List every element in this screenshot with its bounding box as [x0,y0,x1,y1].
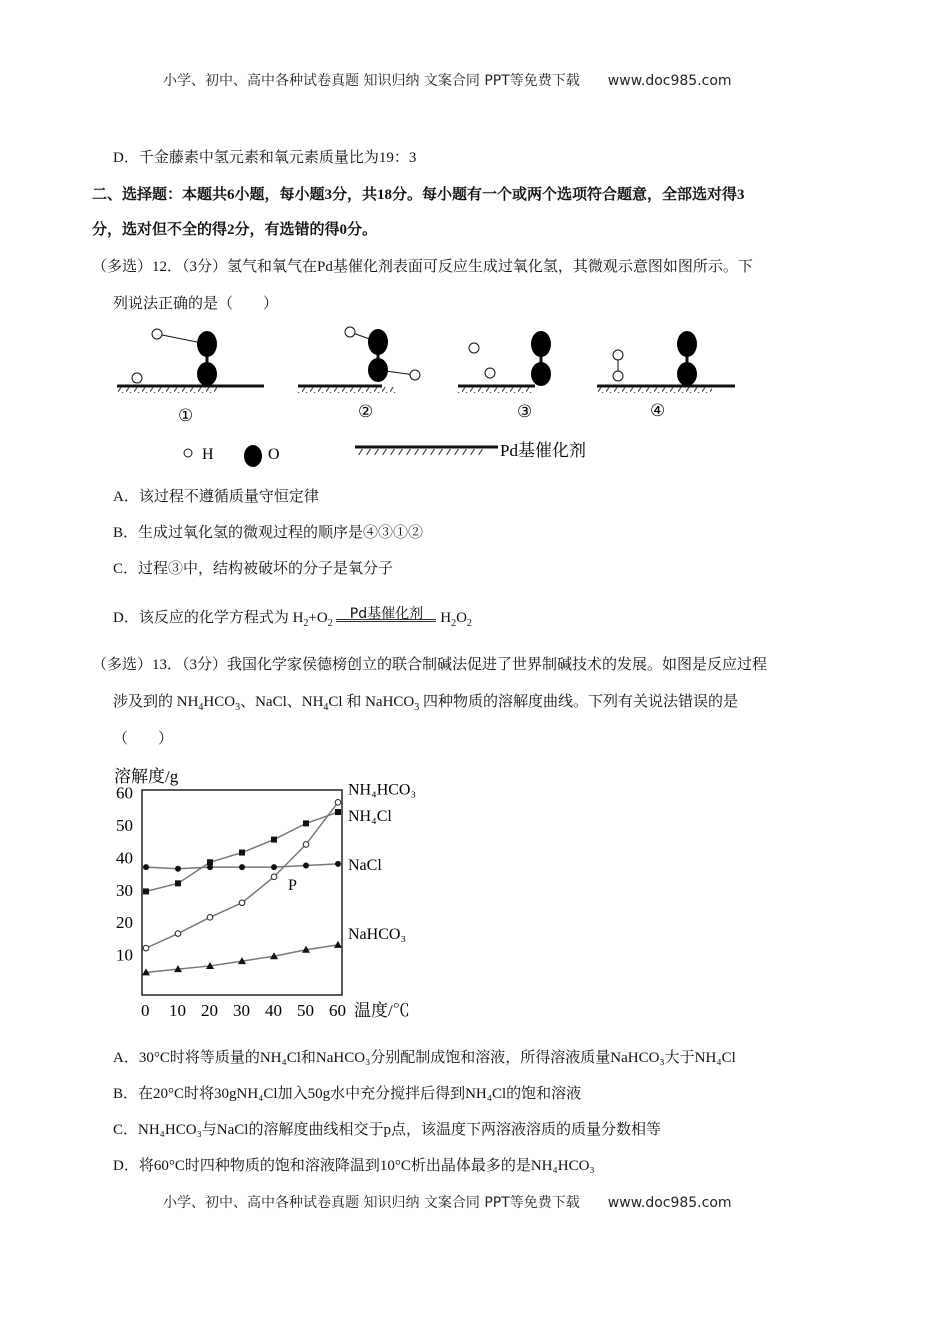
q11-option-d: D．千金藤素中氢元素和氧元素质量比为19：3 [113,150,417,166]
data-point [175,880,181,886]
footer-text: 小学、初中、高中各种试卷真题 知识归纳 文案合同 PPT等免费下载 [163,1195,580,1211]
x-tick-label: 50 [297,1001,314,1020]
data-point [303,820,309,826]
q13-option-c: C．NH₄HCO₃与NaCl的溶解度曲线相交于p点，该温度下两溶液溶质的质量分数相等 [113,1122,661,1138]
legend-label-NH4Cl: NH₄Cl [348,808,392,826]
solubility-chart [110,760,450,1030]
point-p-label: P [288,877,297,894]
data-point [335,809,341,815]
reaction-condition: Pd基催化剂 [349,606,424,622]
data-point [143,864,149,870]
data-point [143,888,149,894]
data-point [175,931,181,937]
data-point [303,863,309,869]
stage-4-label: ④ [650,401,666,420]
data-point [334,941,342,948]
data-point [271,864,277,870]
x-tick-label: 20 [201,1001,218,1020]
y-tick-label: 20 [116,913,133,933]
data-point [335,800,341,806]
page-header [163,70,732,90]
x-tick-label: 0 [141,1001,150,1020]
data-point [175,866,181,872]
q12-stem: （多选）12．（3分）氢气和氧气在Pd基催化剂表面可反应生成过氧化氢，其微观示意图如图所示。下 [92,259,753,275]
legend-h: H [202,446,214,463]
q13-option-a: A．30°C时将等质量的NH₄Cl和NaHCO₃分别配制成饱和溶液，所得溶液质量NaHCO₃大于NH₄Cl [113,1050,736,1066]
data-point [207,864,213,870]
option-d-text: D．该反应的化学方程式为 H [113,610,304,626]
legend-o: O [268,446,280,463]
q12-option-d: D．该反应的化学方程式为 $H_2+O_2$ Pd基催化剂 $H_2O_2$ [113,606,472,629]
data-point [271,874,277,880]
data-point [143,945,149,951]
y-tick-label: 40 [116,848,133,868]
data-point [271,837,277,843]
stage-1-label: ① [178,406,194,425]
header-url: www.doc985.com [607,73,732,89]
legend-label-NH4HCO3: NH₄HCO₃ [348,781,417,799]
data-point [239,900,245,906]
q12-stem-2: 列说法正确的是（ ） [113,296,279,312]
y-tick-label: 10 [116,945,133,965]
q13-stem-2: 涉及到的 $NH_4HCO_3$、NaCl、$NH_4Cl$ 和 NaHCO$_3$ 四种物质的溶解度曲线。下列有关说法错误的是 [113,694,739,713]
q12-option-c: C．过程③中，结构被破坏的分子是氧分子 [113,561,394,577]
x-tick-label: 30 [233,1001,250,1020]
y-tick-label: 30 [116,880,133,900]
x-axis-label: 温度/℃ [354,1001,410,1020]
series-line-NH4HCO3 [146,802,338,948]
legend-label-NaHCO3: NaHCO₃ [348,925,407,943]
x-tick-label: 40 [265,1001,282,1020]
x-tick-label: 10 [169,1001,186,1020]
catalyst-diagram [110,320,750,470]
footer-url: www.doc985.com [607,1195,732,1211]
data-point [207,915,213,921]
y-tick-label: 50 [116,816,133,835]
stage-2-label: ② [358,402,374,421]
stage-3-label: ③ [517,402,533,421]
y-axis-label: 溶解度/g [114,767,179,786]
x-tick-label: 60 [329,1001,346,1020]
q13-option-b: B．在20°C时将30gNH₄Cl加入50g水中充分搅拌后得到NH₄Cl的饱和溶液 [113,1086,582,1102]
data-point [335,861,341,867]
q13-stem-3: （ ） [113,731,174,747]
section-title: 二、选择题：本题共6小题，每小题3分，共18分。每小题有一个或两个选项符合题意，全部选对得3 [92,187,745,203]
page-footer [163,1192,732,1212]
section-title-2: 分，选对但不全的得2分，有选错的得0分。 [92,222,378,238]
q13-stem: （多选）13．（3分）我国化学家侯德榜创立的联合制碱法促进了世界制碱技术的发展。如图是反应过程 [92,657,768,673]
legend-catalyst: Pd基催化剂 [500,441,586,460]
data-point [239,850,245,856]
data-point [239,864,245,870]
q12-option-b: B．生成过氧化氢的微观过程的顺序是④③①② [113,525,424,541]
q12-option-a: A．该过程不遵循质量守恒定律 [113,489,319,505]
data-point [303,842,309,848]
y-tick-label: 60 [116,783,133,803]
legend-label-NaCl: NaCl [348,856,382,874]
header-text: 小学、初中、高中各种试卷真题 知识归纳 文案合同 PPT等免费下载 [163,73,580,89]
q13-option-d: D．将60°C时四种物质的饱和溶液降温到10°C析出晶体最多的是NH₄HCO₃ [113,1158,595,1174]
